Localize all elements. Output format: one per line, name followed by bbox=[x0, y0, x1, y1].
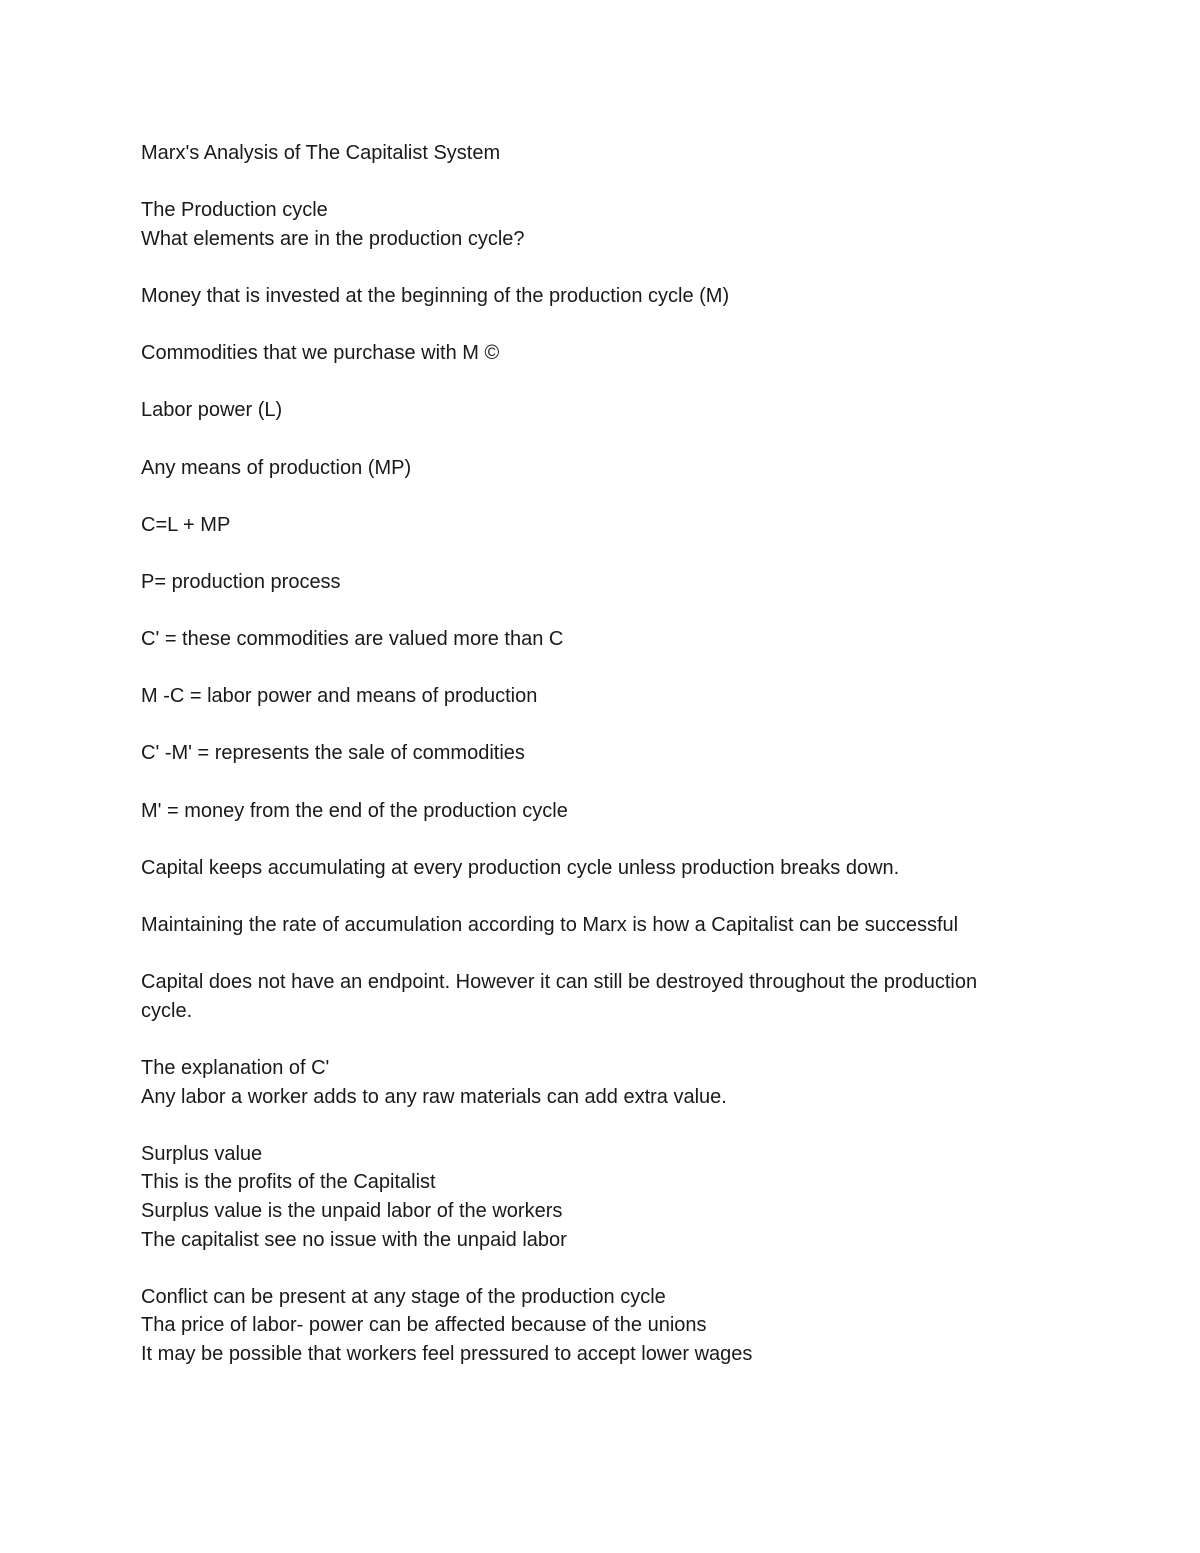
text-line: C=L + MP bbox=[141, 513, 231, 536]
document-paragraph bbox=[141, 196, 1061, 253]
text-line: Conflict can be present at any stage of the production cycle bbox=[141, 1285, 666, 1308]
document-paragraph bbox=[141, 854, 1061, 883]
document-paragraph bbox=[141, 396, 1061, 425]
text-line: Surplus value bbox=[141, 1142, 263, 1165]
text-line: The explanation of C' bbox=[141, 1057, 330, 1079]
document-page bbox=[141, 139, 1061, 1397]
document-paragraph bbox=[141, 568, 1061, 597]
text-line: Tha price of labor- power can be affected because of the unions bbox=[141, 1314, 707, 1337]
text-line: M -C = labor power and means of production bbox=[141, 685, 538, 708]
document-paragraph bbox=[141, 282, 1061, 311]
document-paragraph bbox=[141, 682, 1061, 711]
document-paragraph bbox=[141, 454, 1061, 483]
document-title: Marx's Analysis of The Capitalist System bbox=[141, 142, 501, 164]
document-paragraph bbox=[141, 1140, 1061, 1254]
document-paragraph bbox=[141, 625, 1061, 654]
document-title-paragraph bbox=[141, 139, 1061, 168]
document-paragraph bbox=[141, 739, 1061, 768]
document-paragraph bbox=[141, 968, 1061, 1025]
text-line: Surplus value is the unpaid labor of the workers bbox=[141, 1199, 563, 1222]
text-line: cycle. bbox=[141, 999, 193, 1022]
text-line: M' = money from the end of the production cycle bbox=[141, 799, 568, 822]
document-paragraph bbox=[141, 1283, 1061, 1369]
document-body bbox=[141, 139, 1061, 1369]
text-line: The capitalist see no issue with the unpaid labor bbox=[141, 1228, 567, 1251]
text-line: C' -M' = represents the sale of commodities bbox=[141, 742, 525, 765]
text-line: What elements are in the production cycle? bbox=[141, 227, 525, 250]
text-line: Labor power (L) bbox=[141, 399, 283, 422]
text-line: Maintaining the rate of accumulation according to Marx is how a Capitalist can be successful bbox=[141, 914, 959, 937]
document-paragraph bbox=[141, 911, 1061, 940]
text-line: Capital does not have an endpoint. However it can still be destroyed throughout the production bbox=[141, 971, 978, 994]
document-paragraph bbox=[141, 797, 1061, 826]
text-line: It may be possible that workers feel pressured to accept lower wages bbox=[141, 1342, 753, 1365]
text-line: Any labor a worker adds to any raw materials can add extra value. bbox=[141, 1085, 727, 1108]
text-line: C' = these commodities are valued more than C bbox=[141, 628, 564, 651]
text-line: Commodities that we purchase with M © bbox=[141, 342, 500, 365]
text-line: The Production cycle bbox=[141, 199, 328, 222]
text-line: Money that is invested at the beginning of the production cycle (M) bbox=[141, 284, 730, 307]
text-line: Any means of production (MP) bbox=[141, 456, 412, 479]
text-line: Capital keeps accumulating at every production cycle unless production breaks down. bbox=[141, 856, 900, 879]
text-line: This is the profits of the Capitalist bbox=[141, 1171, 436, 1194]
document-paragraph bbox=[141, 339, 1061, 368]
document-paragraph bbox=[141, 1054, 1061, 1111]
document-paragraph bbox=[141, 511, 1061, 540]
text-line: P= production process bbox=[141, 570, 341, 593]
